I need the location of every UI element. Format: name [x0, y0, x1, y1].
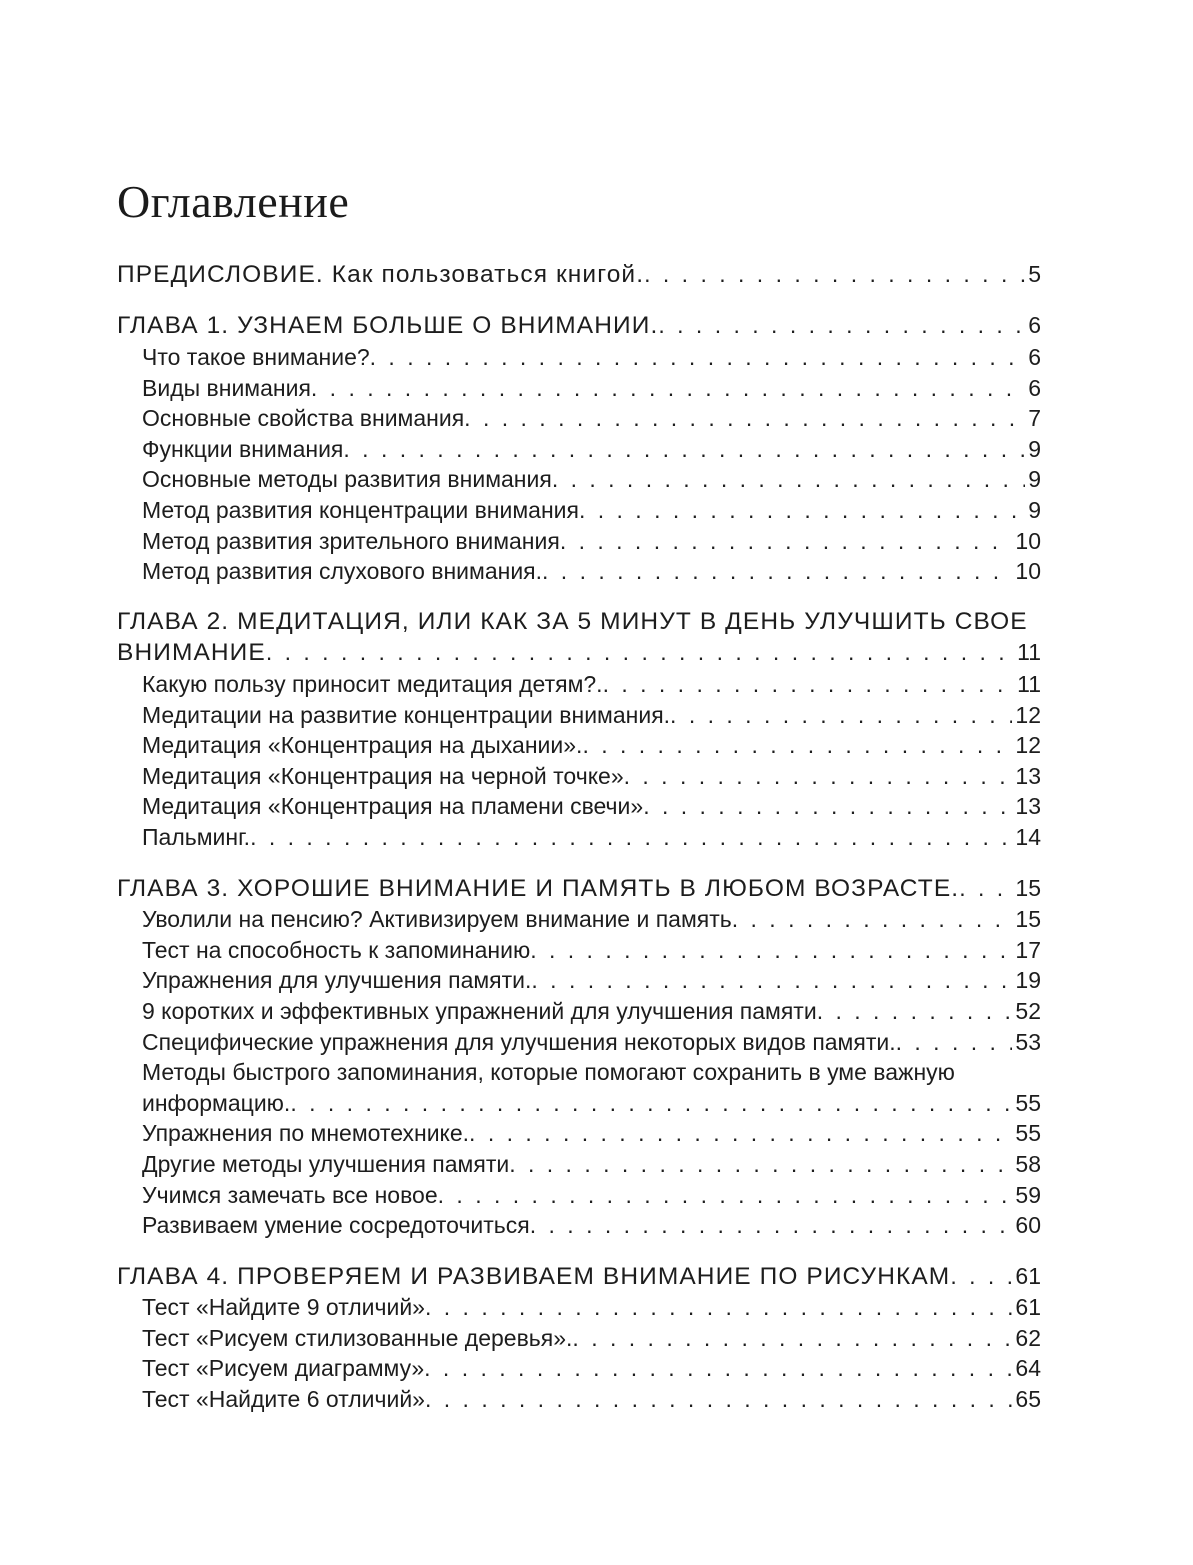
toc-page-number: 61	[1015, 1262, 1041, 1289]
toc-row	[117, 1323, 1041, 1354]
toc-page-number: 52	[1015, 997, 1041, 1024]
toc-entry-label: ГЛАВА 3. ХОРОШИЕ ВНИМАНИЕ И ПАМЯТЬ В ЛЮБОМ ВОЗРАСТЕ.	[117, 874, 960, 902]
toc-page-number: 65	[1015, 1386, 1041, 1413]
dot-leader	[582, 730, 1012, 761]
dot-leader	[438, 1180, 1013, 1211]
dot-leader	[579, 495, 1025, 526]
toc-row	[117, 556, 1041, 587]
toc-page-number: 13	[1015, 793, 1041, 820]
toc-row	[117, 495, 1041, 526]
dot-leader	[530, 1210, 1013, 1241]
toc-page-number: 58	[1015, 1150, 1041, 1177]
toc-page-number: 12	[1015, 732, 1041, 759]
toc-entry-label: Упражнения по мнемотехнике.	[142, 1120, 470, 1147]
toc-entry-label: Тест «Рисуем диаграмму»	[142, 1355, 425, 1382]
toc-page-number: 11	[1017, 639, 1041, 666]
toc-page-number: 5	[1028, 260, 1041, 287]
toc-page-number: 10	[1015, 558, 1041, 585]
toc-row	[117, 310, 1041, 342]
dot-leader	[370, 342, 1026, 373]
toc-row	[117, 1353, 1041, 1384]
dot-leader	[817, 996, 1013, 1027]
toc-row	[117, 1261, 1041, 1293]
toc-page-number: 13	[1015, 762, 1041, 789]
dot-leader	[644, 259, 1025, 290]
toc-entry-label: Упражнения для улучшения памяти.	[142, 967, 532, 994]
toc-row	[117, 607, 1041, 638]
toc-page-number: 9	[1028, 466, 1041, 493]
toc-page-number: 53	[1015, 1028, 1041, 1055]
dot-leader	[509, 1149, 1012, 1180]
toc-entry-label: ВНИМАНИЕ	[117, 639, 266, 667]
toc-entry-label: ГЛАВА 2. МЕДИТАЦИЯ, ИЛИ КАК ЗА 5 МИНУТ В ДЕНЬ УЛУЧШИТЬ СВОЕ	[117, 607, 1028, 635]
dot-leader	[425, 1384, 1012, 1415]
toc-entry-label: Тест «Найдите 9 отличий»	[142, 1294, 425, 1321]
toc-entry-label: Медитации на развитие концентрации внимания.	[142, 701, 671, 728]
toc-row	[117, 730, 1041, 761]
toc-page-number: 10	[1015, 527, 1041, 554]
toc-page-number: 17	[1015, 936, 1041, 963]
dot-leader	[311, 373, 1025, 404]
toc-page-number: 60	[1015, 1212, 1041, 1239]
toc-page-number: 6	[1028, 312, 1041, 339]
toc-entry-label: Уволили на пенсию? Активизируем внимание и память	[142, 906, 732, 933]
toc-list	[117, 259, 1041, 1415]
toc-row	[117, 904, 1041, 935]
dot-leader	[530, 935, 1012, 966]
toc-row	[117, 526, 1041, 557]
toc-entry-label: Медитация «Концентрация на дыхании».	[142, 732, 583, 759]
toc-page-number: 11	[1017, 671, 1041, 698]
toc-row	[117, 259, 1041, 291]
toc-entry-label: Тест «Найдите 6 отличий»	[142, 1386, 425, 1413]
toc-entry-label: Основные свойства внимания	[142, 405, 465, 432]
toc-row	[117, 1149, 1041, 1180]
toc-row	[117, 965, 1041, 996]
toc-entry-label: ГЛАВА 4. ПРОВЕРЯЕМ И РАЗВИВАЕМ ВНИМАНИЕ ПО РИСУНКАМ	[117, 1262, 951, 1290]
toc-page-number: 62	[1015, 1324, 1041, 1351]
toc-entry-label: Другие методы улучшения памяти	[142, 1150, 510, 1177]
toc-page-number: 61	[1015, 1294, 1041, 1321]
dot-leader	[959, 873, 1012, 904]
toc-row	[117, 996, 1041, 1027]
dot-leader	[266, 637, 1014, 668]
toc-page-number: 7	[1028, 405, 1041, 432]
dot-leader	[542, 556, 1012, 587]
dot-leader	[469, 1118, 1012, 1149]
toc-entry-label: Основные методы развития внимания	[142, 466, 552, 493]
toc-page-number: 55	[1015, 1120, 1041, 1147]
toc-page-number: 64	[1015, 1355, 1041, 1382]
toc-row	[117, 1057, 1041, 1088]
toc-page-number: 59	[1015, 1181, 1041, 1208]
toc-page-number: 9	[1028, 497, 1041, 524]
toc-entry-label: Пальминг.	[142, 823, 251, 850]
toc-entry-label: Что такое внимание?	[142, 344, 370, 371]
toc-entry-label: 9 коротких и эффективных упражнений для улучшения памяти	[142, 997, 817, 1024]
toc-row	[117, 1118, 1041, 1149]
toc-page-number: 9	[1028, 435, 1041, 462]
toc-entry-label: Функции внимания	[142, 435, 344, 462]
toc-entry-label: Метод развития концентрации внимания	[142, 497, 579, 524]
toc-page-number: 55	[1015, 1089, 1041, 1116]
toc-entry-label: Специфические упражнения для улучшения некоторых видов памяти.	[142, 1028, 896, 1055]
toc-page-number: 6	[1028, 374, 1041, 401]
toc-row	[117, 464, 1041, 495]
toc-row	[117, 434, 1041, 465]
toc-page-number: 19	[1015, 967, 1041, 994]
toc-entry-label: Тест «Рисуем стилизованные деревья».	[142, 1324, 573, 1351]
dot-leader	[531, 965, 1012, 996]
toc-row	[117, 1088, 1041, 1119]
toc-entry-label: Развиваем умение сосредоточиться	[142, 1212, 530, 1239]
toc-entry-label: Учимся замечать все новое	[142, 1181, 438, 1208]
dot-leader	[732, 904, 1013, 935]
toc-row	[117, 700, 1041, 731]
toc-page-number: 15	[1015, 906, 1041, 933]
toc-row	[117, 342, 1041, 373]
dot-leader	[896, 1027, 1013, 1058]
toc-row	[117, 637, 1041, 669]
toc-row	[117, 1180, 1041, 1211]
toc-entry-label: Виды внимания	[142, 374, 311, 401]
toc-page-number: 12	[1015, 701, 1041, 728]
toc-entry-label: ПРЕДИСЛОВИЕ. Как пользоваться книгой.	[117, 260, 645, 288]
toc-row	[117, 791, 1041, 822]
toc-entry-label: Методы быстрого запоминания, которые помогают сохранить в уме важную	[142, 1059, 955, 1086]
dot-leader	[643, 791, 1012, 822]
dot-leader	[658, 310, 1025, 341]
toc-entry-label: Медитация «Концентрация на черной точке»	[142, 762, 624, 789]
toc-entry-label: Метод развития зрительного внимания	[142, 527, 560, 554]
toc-row	[117, 1027, 1041, 1058]
dot-leader	[290, 1088, 1012, 1119]
toc-entry-label: информацию.	[142, 1089, 291, 1116]
dot-leader	[603, 669, 1015, 700]
dot-leader	[572, 1323, 1012, 1354]
dot-leader	[950, 1261, 1012, 1292]
toc-entry-label: Медитация «Концентрация на пламени свечи»	[142, 793, 644, 820]
dot-leader	[624, 761, 1013, 792]
dot-leader	[424, 1353, 1012, 1384]
toc-page-number: 15	[1015, 874, 1041, 901]
page-title: Оглавление	[117, 176, 350, 227]
toc-row	[117, 669, 1041, 700]
toc-entry-label: Тест на способность к запоминанию	[142, 936, 531, 963]
toc-row	[117, 403, 1041, 434]
toc-entry-label: Метод развития слухового внимания.	[142, 558, 543, 585]
dot-leader	[343, 434, 1025, 465]
toc-row	[117, 1384, 1041, 1415]
toc-row	[117, 761, 1041, 792]
toc-page-number: 6	[1028, 344, 1041, 371]
toc-row	[117, 373, 1041, 404]
dot-leader	[464, 403, 1025, 434]
toc-page-number: 14	[1015, 823, 1041, 850]
toc-row	[117, 1210, 1041, 1241]
dot-leader	[560, 526, 1013, 557]
dot-leader	[425, 1292, 1012, 1323]
toc-entry-label: ГЛАВА 1. УЗНАЕМ БОЛЬШЕ О ВНИМАНИИ.	[117, 312, 659, 340]
toc-entry-label: Какую пользу приносит медитация детям?.	[142, 671, 603, 698]
dot-leader	[552, 464, 1025, 495]
toc-row	[117, 935, 1041, 966]
toc-row	[117, 1292, 1041, 1323]
toc-row	[117, 873, 1041, 905]
dot-leader	[670, 700, 1012, 731]
dot-leader	[250, 822, 1012, 853]
toc-row	[117, 822, 1041, 853]
